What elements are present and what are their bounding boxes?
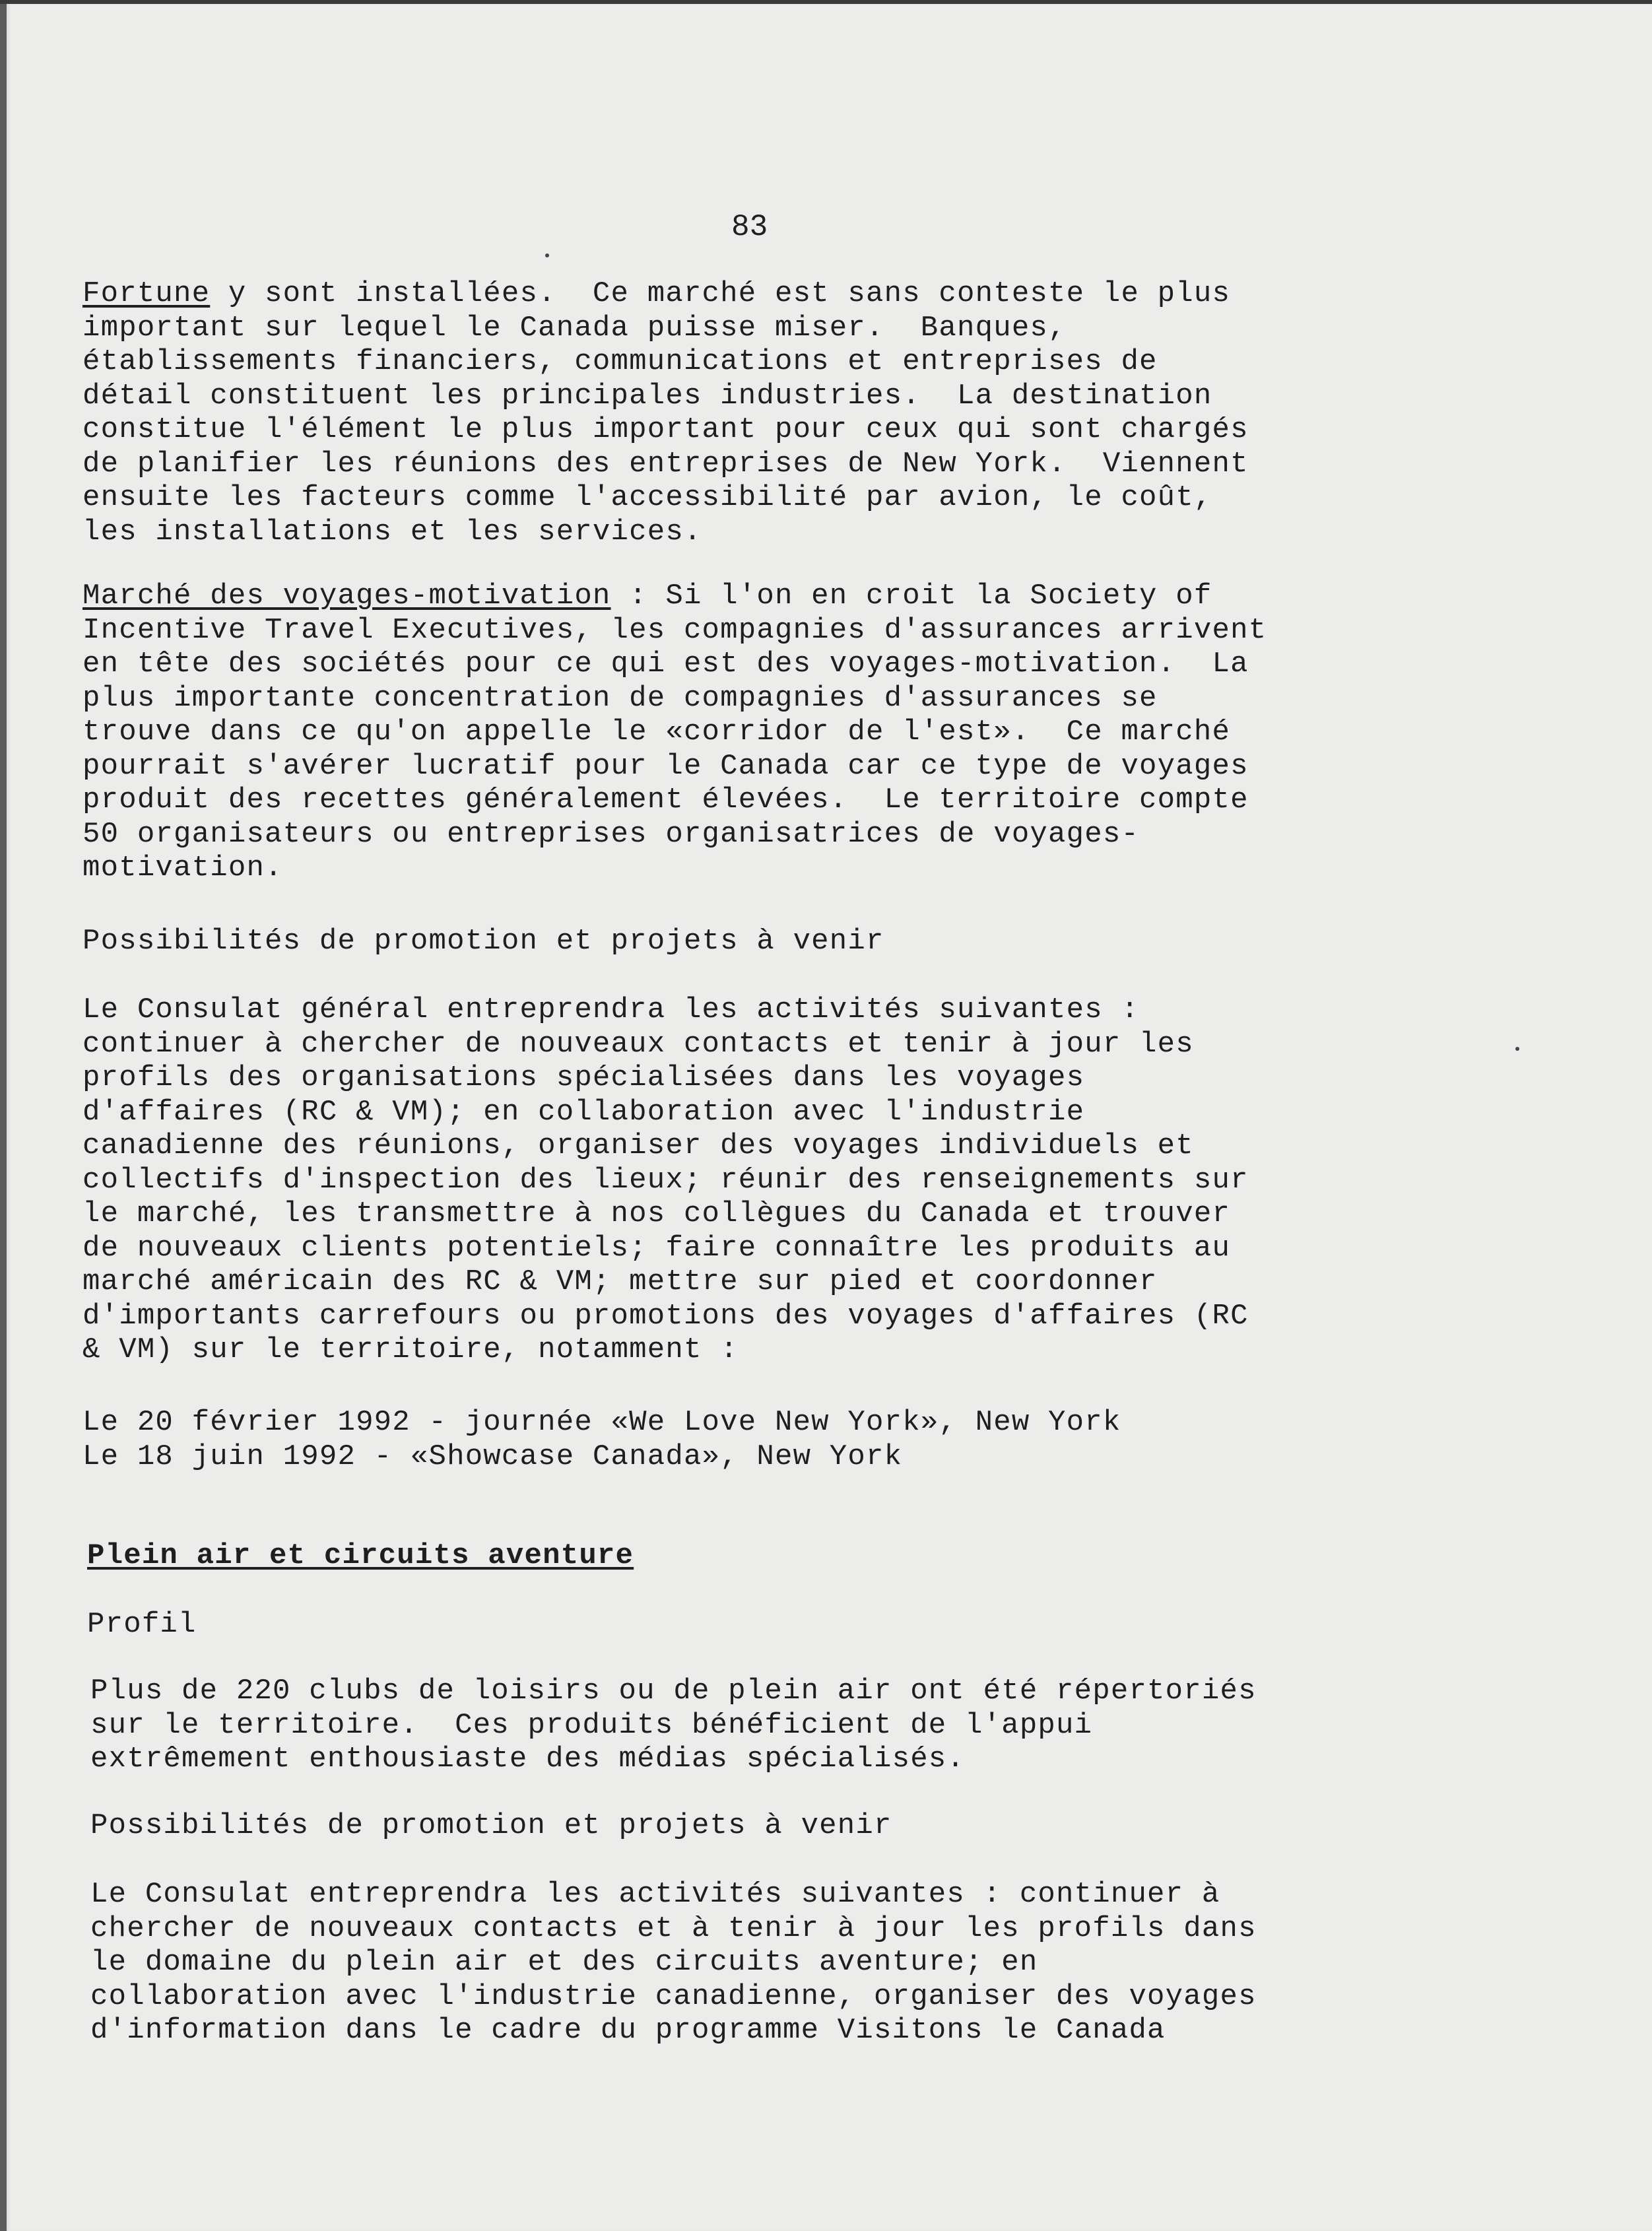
paragraph-line: de nouveaux clients potentiels; faire connaître les produits au: [83, 1231, 1231, 1265]
paragraph-line: Le Consulat entreprendra les activités suivantes : continuer à: [90, 1878, 1220, 1911]
event-item: Le 18 juin 1992 - «Showcase Canada», New York: [83, 1440, 903, 1473]
paragraph-line: collaboration avec l'industrie canadienne, organiser des voyages: [90, 1980, 1257, 2013]
paragraph-line: continuer à chercher de nouveaux contacts et tenir à jour les: [83, 1027, 1194, 1061]
paragraph-line: Le Consulat général entreprendra les activités suivantes :: [83, 993, 1140, 1026]
paragraph-line: extrêmement enthousiaste des médias spécialisés.: [90, 1743, 966, 1776]
paragraph-outdoor-activities: [90, 1878, 1437, 2048]
section-heading-outdoor: Plein air et circuits aventure: [87, 1539, 634, 1572]
paragraph-line: ensuite les facteurs comme l'accessibilité par avion, le coût,: [83, 481, 1212, 514]
paragraph-line: & VM) sur le territoire, notamment :: [83, 1333, 739, 1366]
paragraph-line: Plus de 220 clubs de loisirs ou de plein air ont été répertoriés: [90, 1675, 1257, 1708]
underlined-magazine-name: Fortune: [83, 277, 211, 310]
subsection-title-promotion: [83, 925, 1429, 959]
line-text: : Si l'on en croit la Society of: [611, 580, 1212, 613]
paragraph-line: collectifs d'inspection des lieux; réunir des renseignements sur: [83, 1163, 1249, 1197]
paragraph-line: chercher de nouveaux contacts et à tenir à jour les profils dans: [90, 1912, 1257, 1945]
page-number: 83: [731, 210, 768, 244]
paragraph-line: d'information dans le cadre du programme Visitons le Canada: [90, 2014, 1166, 2047]
paragraph-line: constitue l'élément le plus important pour ceux qui sont chargés: [83, 413, 1249, 446]
paragraph-line: canadienne des réunions, organiser des voyages individuels et: [83, 1129, 1194, 1162]
paragraph-line: d'affaires (RC & VM); en collaboration avec l'industrie: [83, 1095, 1085, 1129]
paragraph-line: d'importants carrefours ou promotions des voyages d'affaires (RC: [83, 1299, 1249, 1333]
section-outdoor: [87, 1539, 1434, 1574]
paragraph-incentive-market: [83, 580, 1429, 886]
paragraph-market-overview: [83, 277, 1429, 549]
paragraph-line: en tête des sociétés pour ce qui est des voyages-motivation. La: [83, 648, 1249, 681]
paragraph-promotion-activities: [83, 993, 1429, 1368]
paragraph-line: 50 organisateurs ou entreprises organisatrices de voyages-: [83, 817, 1140, 851]
event-list: [83, 1406, 1429, 1474]
paragraph-line: [83, 277, 1429, 312]
subsection-title: Possibilités de promotion et projets à venir: [90, 1809, 892, 1842]
paragraph-profile: [90, 1675, 1437, 1777]
paragraph-line: Incentive Travel Executives, les compagnies d'assurances arrivent: [83, 613, 1267, 647]
paragraph-line: pourrait s'avérer lucratif pour le Canada car ce type de voyages: [83, 749, 1249, 783]
subsection-title-promotion-outdoor: [90, 1809, 1437, 1844]
line-text: y sont installées. Ce marché est sans conteste le plus: [210, 277, 1231, 310]
paragraph-line: marché américain des RC & VM; mettre sur pied et coordonner: [83, 1265, 1158, 1298]
paragraph-line: détail constituent les principales industries. La destination: [83, 379, 1212, 413]
paragraph-line: sur le territoire. Ces produits bénéficient de l'appui: [90, 1708, 1093, 1742]
scan-edge-left: [0, 0, 7, 2231]
paragraph-line: les installations et les services.: [83, 515, 702, 549]
paragraph-line: plus importante concentration de compagnies d'assurances se: [83, 681, 1158, 715]
paragraph-line: le domaine du plein air et des circuits aventure; en: [90, 1946, 1038, 1979]
paragraph-line: motivation.: [83, 851, 283, 884]
paragraph-line: de planifier les réunions des entreprises de New York. Viennent: [83, 447, 1249, 481]
subsection-title: Profil: [87, 1608, 197, 1641]
paragraph-line: [83, 580, 1429, 614]
scan-edge-top: [0, 0, 1652, 4]
scan-speck: [545, 253, 549, 257]
scan-speck: [1515, 1047, 1519, 1051]
paragraph-line: établissements financiers, communications et entreprises de: [83, 345, 1158, 378]
paragraph-line: trouve dans ce qu'on appelle le «corridor de l'est». Ce marché: [83, 716, 1231, 749]
event-item: Le 20 février 1992 - journée «We Love New York», New York: [83, 1406, 1121, 1439]
paragraph-line: important sur lequel le Canada puisse miser. Banques,: [83, 311, 1067, 345]
subsection-profile: [87, 1608, 1434, 1642]
paragraph-line: produit des recettes généralement élevées. Le territoire compte: [83, 783, 1249, 816]
paragraph-line: profils des organisations spécialisées dans les voyages: [83, 1061, 1085, 1094]
section-heading-incentive: Marché des voyages-motivation: [83, 580, 611, 613]
paragraph-line: le marché, les transmettre à nos collègues du Canada et trouver: [83, 1197, 1231, 1230]
subsection-title: Possibilités de promotion et projets à venir: [83, 925, 884, 958]
